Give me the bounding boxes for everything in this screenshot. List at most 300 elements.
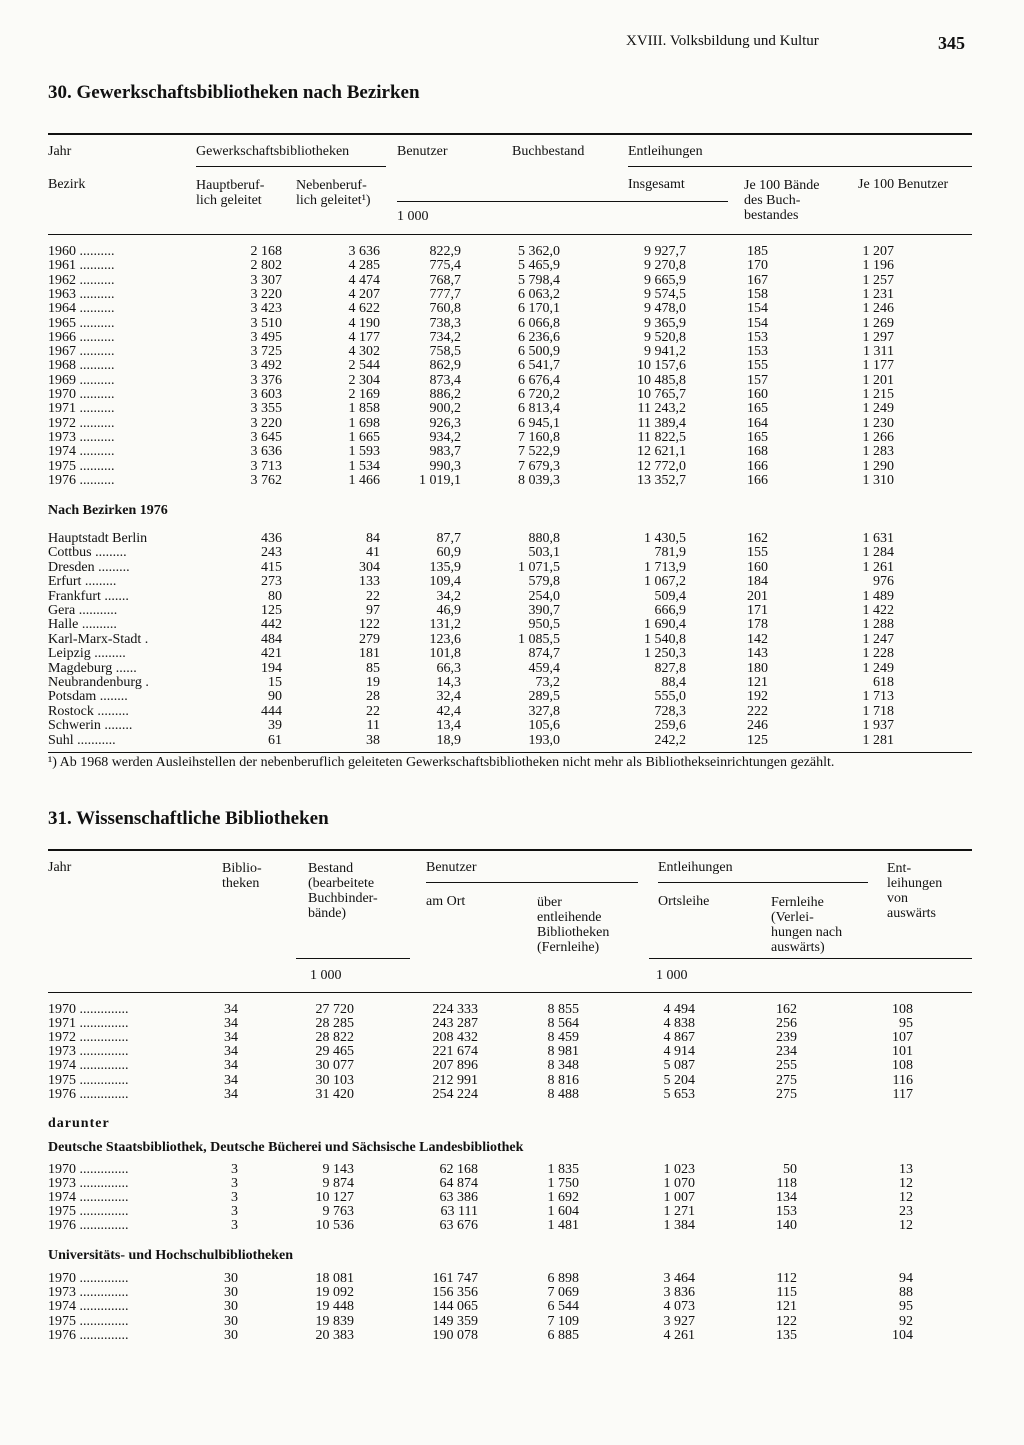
t31-main-cell-fernleihe-benutzer: 8 564 [547,1016,579,1032]
t31-group2-cell-ortsleihe: 3 927 [663,1313,695,1329]
t31-group1-cell-fernleihe-verleihungen: 118 [776,1176,797,1191]
t30-year-cell-benutzer: 738,3 [429,315,461,331]
t30-year-cell-buchbestand: 7 160,8 [518,429,560,445]
t30-year-cell-je100baende: 154 [747,301,768,317]
t31-group2-row [0,1271,1024,1286]
t31-main-cell-ortsleihe: 5 087 [663,1058,695,1074]
t30-district-cell-benutzer: 18,9 [436,732,461,748]
t31-group1-row-label: 1974 .............. [48,1190,129,1205]
t30-year-cell-nebenberuflich: 4 190 [348,315,380,331]
t31-group2-row [0,1314,1024,1329]
t30-year-cell-je100baende: 170 [747,258,768,274]
t31-main-row-label: 1972 .............. [48,1030,129,1046]
t31-head-entleihungen: Entleihungen [658,860,733,875]
t30-year-cell-je100benutzer: 1 290 [862,458,894,474]
t31-main-cell-entl-auswaerts: 95 [899,1016,913,1032]
t31-main-cell-ortsleihe: 5 653 [663,1086,695,1102]
t31-group1-row [0,1176,1024,1191]
t31-group1-cell-fernleihe-verleihungen: 134 [776,1190,797,1205]
t31-group1-heading: Deutsche Staatsbibliothek, Deutsche Bücherei und Sächsische Landesbibliothek [48,1140,524,1155]
t31-group2-cell-fernleihe-verleihungen: 135 [776,1327,797,1343]
t31-main-cell-entl-auswaerts: 108 [892,1058,913,1074]
t30-district-cell-nebenberuflich: 22 [366,588,380,604]
t30-year-row-label: 1962 .......... [48,272,115,288]
t30-year-cell-nebenberuflich: 4 474 [348,272,380,288]
t30-district-cell-je100benutzer: 1 247 [862,631,894,647]
t30-district-row-label: Suhl ........... [48,732,116,748]
page-number: 345 [938,33,965,53]
t30-district-cell-je100benutzer: 1 489 [862,588,894,604]
t30-year-cell-nebenberuflich: 1 466 [348,472,380,488]
t30-year-cell-insgesamt: 9 365,9 [644,315,686,331]
t31-main-cell-am-ort: 224 333 [432,1002,478,1017]
t31-main-row [0,1087,1024,1102]
t30-district-cell-insgesamt: 555,0 [654,689,686,705]
t31-head-entl-auswaerts: Ent- leihungen von auswärts [887,861,943,921]
t31-group1-cell-ortsleihe: 1 384 [663,1218,695,1233]
t30-district-cell-benutzer: 66,3 [436,660,461,676]
t30-district-cell-insgesamt: 242,2 [654,732,686,748]
t30-district-cell-benutzer: 60,9 [436,545,461,561]
t30-district-cell-je100benutzer: 1 631 [862,531,894,546]
t30-district-cell-je100benutzer: 618 [873,675,894,690]
t30-year-row [0,387,1024,402]
t30-district-cell-je100baende: 201 [747,588,768,604]
t30-district-row [0,589,1024,604]
t30-district-cell-insgesamt: 509,4 [654,588,686,604]
t30-year-cell-insgesamt: 10 765,7 [637,387,686,402]
t30-district-cell-benutzer: 13,4 [436,718,461,734]
t31-main-cell-am-ort: 212 991 [432,1072,478,1088]
t30-year-row [0,273,1024,288]
t31-main-row [0,1030,1024,1045]
t31-group1-cell-bestand: 9 143 [322,1162,354,1177]
t30-district-cell-je100benutzer: 1 713 [862,689,894,705]
t31-main-cell-ortsleihe: 4 914 [663,1044,695,1060]
t31-head-ortsleihe: Ortsleihe [658,894,710,909]
t30-district-cell-nebenberuflich: 22 [366,703,380,719]
t31-group2-cell-bestand: 19 448 [315,1299,354,1315]
t30-year-cell-nebenberuflich: 2 169 [348,387,380,402]
t30-year-row [0,330,1024,345]
t31-group2-cell-fernleihe-benutzer: 6 544 [547,1299,579,1315]
t30-year-cell-insgesamt: 9 520,8 [644,329,686,345]
t30-year-cell-benutzer: 758,5 [429,344,461,360]
t30-district-cell-je100benutzer: 1 288 [862,617,894,633]
t30-year-cell-je100benutzer: 1 297 [862,329,894,345]
t31-main-cell-bibliotheken: 34 [224,1044,238,1060]
t31-group2-cell-bestand: 19 839 [315,1313,354,1329]
t30-year-cell-nebenberuflich: 4 622 [348,301,380,317]
t30-year-cell-insgesamt: 11 389,4 [637,415,686,431]
t31-main-cell-bibliotheken: 34 [224,1072,238,1088]
t31-group2-cell-am-ort: 190 078 [432,1327,478,1343]
t31-group1-cell-fernleihe-benutzer: 1 750 [547,1176,579,1191]
t31-group2-cell-fernleihe-benutzer: 6 898 [547,1271,579,1286]
t30-year-row [0,444,1024,459]
t30-district-row-label: Karl-Marx-Stadt . [48,631,149,647]
t31-main-row [0,1058,1024,1073]
t30-year-cell-je100baende: 165 [747,429,768,445]
t30-district-cell-je100baende: 162 [747,531,768,546]
t30-year-row-label: 1968 .......... [48,358,115,374]
t30-head-bezirk: Bezirk [48,177,86,192]
t30-district-cell-je100benutzer: 976 [873,574,894,590]
t31-main-row-label: 1976 .............. [48,1086,129,1102]
t30-district-cell-benutzer: 131,2 [429,617,461,633]
t30-year-cell-hauptberuflich: 3 713 [250,458,282,474]
t30-district-cell-nebenberuflich: 41 [366,545,380,561]
t30-year-cell-buchbestand: 7 522,9 [518,444,560,460]
t31-head-unit1: 1 000 [310,968,342,983]
t31-rule-unit1 [296,958,410,959]
t31-main-row-label: 1975 .............. [48,1072,129,1088]
t30-year-cell-buchbestand: 6 236,6 [518,329,560,345]
t30-year-cell-buchbestand: 6 720,2 [518,387,560,402]
t30-year-cell-buchbestand: 5 465,9 [518,258,560,274]
t30-head-entleihungen: Entleihungen [628,144,703,159]
t31-main-row [0,1073,1024,1088]
t31-group2-cell-fernleihe-verleihungen: 115 [776,1285,797,1301]
t30-year-cell-je100baende: 153 [747,329,768,345]
t30-year-cell-benutzer: 822,9 [429,244,461,259]
t31-group2-cell-bibliotheken: 30 [224,1327,238,1343]
t30-district-cell-insgesamt: 1 690,4 [644,617,686,633]
t30-year-row-label: 1960 .......... [48,244,115,259]
running-header: XVIII. Volksbildung und Kultur [626,33,819,49]
t31-main-cell-entl-auswaerts: 117 [892,1086,913,1102]
t31-main-cell-bibliotheken: 34 [224,1016,238,1032]
t31-main-cell-fernleihe-verleihungen: 275 [776,1086,797,1102]
t31-group1-row-label: 1975 .............. [48,1204,129,1219]
t31-group2-cell-entl-auswaerts: 95 [899,1299,913,1315]
t31-group2-cell-bibliotheken: 30 [224,1313,238,1329]
t31-group1-row [0,1218,1024,1233]
t31-main-cell-bestand: 30 103 [315,1072,354,1088]
t31-group1-cell-bibliotheken: 3 [231,1162,238,1177]
t30-district-cell-insgesamt: 1 713,9 [644,559,686,575]
t31-rule-unit2 [649,958,972,959]
t30-district-row [0,531,1024,546]
t30-district-cell-buchbestand: 1 071,5 [518,559,560,575]
t30-year-cell-buchbestand: 6 500,9 [518,344,560,360]
t30-year-cell-benutzer: 862,9 [429,358,461,374]
t31-group1-cell-entl-auswaerts: 23 [899,1204,913,1219]
t30-district-cell-je100baende: 246 [747,718,768,734]
t30-year-cell-je100baende: 167 [747,272,768,288]
t31-main-cell-entl-auswaerts: 107 [892,1030,913,1046]
t31-main-cell-bestand: 31 420 [315,1086,354,1102]
t30-year-cell-insgesamt: 10 157,6 [637,358,686,374]
t30-district-cell-benutzer: 32,4 [436,689,461,705]
t30-district-row [0,733,1024,748]
t31-group2-cell-entl-auswaerts: 104 [892,1327,913,1343]
t30-year-cell-nebenberuflich: 3 636 [348,244,380,259]
t31-group2-row-label: 1974 .............. [48,1299,129,1315]
t31-main-cell-fernleihe-benutzer: 8 855 [547,1002,579,1017]
t31-main-cell-ortsleihe: 4 867 [663,1030,695,1046]
t31-main-cell-ortsleihe: 5 204 [663,1072,695,1088]
t31-group2-cell-ortsleihe: 4 073 [663,1299,695,1315]
t31-main-cell-bibliotheken: 34 [224,1030,238,1046]
t30-head-nebenberuflich: Nebenberuf- lich geleitet¹) [296,178,371,208]
t31-main-cell-bestand: 29 465 [315,1044,354,1060]
t31-group2-cell-fernleihe-benutzer: 6 885 [547,1327,579,1343]
t30-year-cell-je100benutzer: 1 230 [862,415,894,431]
t30-year-cell-hauptberuflich: 3 510 [250,315,282,331]
t31-group2-cell-am-ort: 161 747 [432,1271,478,1286]
t31-main-cell-ortsleihe: 4 494 [663,1002,695,1017]
t30-year-cell-insgesamt: 9 574,5 [644,286,686,302]
t30-district-row [0,661,1024,676]
t30-district-cell-buchbestand: 193,0 [528,732,560,748]
t30-year-cell-hauptberuflich: 3 376 [250,372,282,388]
t31-group1-cell-ortsleihe: 1 271 [663,1204,695,1219]
t31-main-cell-fernleihe-verleihungen: 255 [776,1058,797,1074]
t30-district-cell-buchbestand: 579,8 [528,574,560,590]
t30-year-row [0,344,1024,359]
t30-district-cell-buchbestand: 73,2 [535,675,560,690]
t30-district-cell-benutzer: 109,4 [429,574,461,590]
t30-year-cell-je100benutzer: 1 249 [862,401,894,417]
t30-year-row-label: 1976 .......... [48,472,115,488]
t30-district-cell-benutzer: 101,8 [429,646,461,662]
t31-group1-cell-ortsleihe: 1 023 [663,1162,695,1177]
t30-district-row-label: Schwerin ........ [48,718,133,734]
t30-year-cell-nebenberuflich: 1 698 [348,415,380,431]
t30-year-cell-je100benutzer: 1 269 [862,315,894,331]
t30-year-cell-buchbestand: 5 362,0 [518,244,560,259]
t31-group2-cell-am-ort: 156 356 [432,1285,478,1301]
t30-year-row [0,473,1024,488]
t31-rule-benutzer [426,882,638,883]
t31-group2-cell-bibliotheken: 30 [224,1299,238,1315]
t31-main-row [0,1002,1024,1017]
t30-year-cell-buchbestand: 6 063,2 [518,286,560,302]
t31-group1-cell-am-ort: 63 386 [439,1190,478,1205]
t30-district-cell-hauptberuflich: 442 [261,617,282,633]
t30-district-cell-nebenberuflich: 304 [359,559,380,575]
t30-head-insgesamt: Insgesamt [628,177,685,192]
t30-district-cell-insgesamt: 1 067,2 [644,574,686,590]
t31-head-bottom-rule [48,992,972,993]
t30-district-cell-nebenberuflich: 28 [366,689,380,705]
t30-head-je100baende: Je 100 Bände des Buch- bestandes [744,178,820,223]
t31-group2-cell-am-ort: 149 359 [432,1313,478,1329]
t30-year-cell-hauptberuflich: 3 636 [250,444,282,460]
t30-year-cell-insgesamt: 9 478,0 [644,301,686,317]
t30-year-cell-hauptberuflich: 3 762 [250,472,282,488]
t30-footnote: ¹) Ab 1968 werden Ausleihstellen der nebenberuflich geleiteten Gewerkschaftsbibliotheken nicht mehr als Bibliothekseinrichtungen gezählt. [48,755,835,770]
t30-year-cell-insgesamt: 9 927,7 [644,244,686,259]
t30-district-cell-je100baende: 125 [747,732,768,748]
t30-district-cell-nebenberuflich: 181 [359,646,380,662]
t30-district-cell-nebenberuflich: 122 [359,617,380,633]
t31-group1-cell-ortsleihe: 1 070 [663,1176,695,1191]
t30-year-cell-je100baende: 153 [747,344,768,360]
t31-main-cell-fernleihe-verleihungen: 256 [776,1016,797,1032]
t30-year-row [0,244,1024,259]
t30-district-cell-je100benutzer: 1 422 [862,603,894,618]
t30-year-row-label: 1966 .......... [48,329,115,345]
t30-district-cell-hauptberuflich: 15 [268,675,282,690]
t30-district-cell-benutzer: 123,6 [429,631,461,647]
t30-year-row-label: 1964 .......... [48,301,115,317]
t30-year-row [0,459,1024,474]
t31-group1-row [0,1204,1024,1219]
t31-head-bibliotheken: Biblio- theken [222,861,262,891]
t30-district-cell-je100baende: 178 [747,617,768,633]
t30-district-row [0,617,1024,632]
t30-district-cell-buchbestand: 880,8 [528,531,560,546]
t31-main-cell-am-ort: 207 896 [432,1058,478,1074]
t31-main-row-label: 1971 .............. [48,1016,129,1032]
t30-year-cell-nebenberuflich: 2 544 [348,358,380,374]
t30-district-cell-hauptberuflich: 444 [261,703,282,719]
t30-year-cell-benutzer: 768,7 [429,272,461,288]
t31-group2-cell-bibliotheken: 30 [224,1285,238,1301]
t30-district-cell-nebenberuflich: 84 [366,531,380,546]
t31-group2-cell-bestand: 19 092 [315,1285,354,1301]
t30-year-cell-buchbestand: 6 945,1 [518,415,560,431]
t31-group1-cell-fernleihe-benutzer: 1 604 [547,1204,579,1219]
t30-year-cell-nebenberuflich: 4 302 [348,344,380,360]
t30-year-cell-je100baende: 157 [747,372,768,388]
t30-year-cell-je100baende: 158 [747,286,768,302]
t31-group1-cell-fernleihe-benutzer: 1 692 [547,1190,579,1205]
t30-rule-gewerk [196,166,386,167]
t30-district-row [0,718,1024,733]
t30-head-je100benutzer: Je 100 Benutzer [858,177,949,192]
t30-year-cell-je100benutzer: 1 283 [862,444,894,460]
t31-main-cell-fernleihe-verleihungen: 239 [776,1030,797,1046]
t30-year-cell-je100baende: 166 [747,458,768,474]
t31-head-ueber: über entleihende Bibliotheken (Fernleihe) [537,895,610,955]
t31-main-cell-fernleihe-benutzer: 8 981 [547,1044,579,1060]
t31-group2-cell-bibliotheken: 30 [224,1271,238,1286]
t31-main-cell-am-ort: 208 432 [432,1030,478,1046]
t31-group2-cell-entl-auswaerts: 94 [899,1271,913,1286]
t30-district-row [0,704,1024,719]
t30-district-cell-nebenberuflich: 133 [359,574,380,590]
t30-year-cell-nebenberuflich: 1 665 [348,429,380,445]
t30-year-cell-hauptberuflich: 3 725 [250,344,282,360]
t31-group2-cell-fernleihe-verleihungen: 122 [776,1313,797,1329]
t30-district-cell-benutzer: 46,9 [436,603,461,618]
t31-main-cell-am-ort: 254 224 [432,1086,478,1102]
t30-district-cell-buchbestand: 1 085,5 [518,631,560,647]
t31-main-cell-bestand: 27 720 [315,1002,354,1017]
t30-year-cell-je100baende: 185 [747,244,768,259]
t30-district-row-label: Potsdam ........ [48,689,128,705]
t31-head-unit2: 1 000 [656,968,688,983]
t30-district-cell-benutzer: 14,3 [436,675,461,690]
t30-year-row-label: 1973 .......... [48,429,115,445]
t31-group1-cell-fernleihe-verleihungen: 50 [783,1162,797,1177]
t31-group1-cell-fernleihe-verleihungen: 153 [776,1204,797,1219]
t31-darunter: darunter [48,1116,110,1131]
t30-district-cell-insgesamt: 827,8 [654,660,686,676]
t30-district-row-label: Hauptstadt Berlin [48,531,148,546]
t31-group2-cell-ortsleihe: 4 261 [663,1327,695,1343]
t30-year-cell-je100benutzer: 1 215 [862,387,894,402]
t30-year-cell-benutzer: 1 019,1 [419,472,461,488]
t30-district-cell-nebenberuflich: 11 [366,718,380,734]
t30-district-row-label: Gera ........... [48,603,118,618]
t31-head-am-ort: am Ort [426,894,466,909]
t30-district-cell-je100baende: 171 [747,603,768,618]
t30-district-cell-benutzer: 42,4 [436,703,461,719]
t31-main-row [0,1044,1024,1059]
t30-year-cell-hauptberuflich: 3 492 [250,358,282,374]
t30-year-cell-nebenberuflich: 4 177 [348,329,380,345]
t30-district-cell-nebenberuflich: 38 [366,732,380,748]
t30-year-row-label: 1961 .......... [48,258,115,274]
t30-district-cell-je100benutzer: 1 249 [862,660,894,676]
t30-year-cell-benutzer: 760,8 [429,301,461,317]
t30-year-row-label: 1965 .......... [48,315,115,331]
t30-year-cell-benutzer: 873,4 [429,372,461,388]
t31-group1-row-label: 1976 .............. [48,1218,129,1233]
t31-main-cell-fernleihe-benutzer: 8 816 [547,1072,579,1088]
t30-district-row-label: Neubrandenburg . [48,675,149,690]
t31-group1-cell-entl-auswaerts: 12 [899,1218,913,1233]
t31-group1-cell-entl-auswaerts: 13 [899,1162,913,1177]
t30-year-cell-benutzer: 934,2 [429,429,461,445]
t31-main-cell-entl-auswaerts: 116 [892,1072,913,1088]
t30-district-row-label: Cottbus ......... [48,545,127,561]
t30-year-row-label: 1963 .......... [48,286,115,302]
t30-year-cell-insgesamt: 12 621,1 [637,444,686,460]
t30-year-cell-je100baende: 166 [747,472,768,488]
t30-district-cell-hauptberuflich: 436 [261,531,282,546]
t30-district-row-label: Erfurt ......... [48,574,117,590]
t30-year-cell-hauptberuflich: 3 220 [250,415,282,431]
t31-group2-row [0,1328,1024,1343]
t30-district-cell-insgesamt: 1 540,8 [644,631,686,647]
t30-year-cell-benutzer: 775,4 [429,258,461,274]
t31-group2-cell-ortsleihe: 3 464 [663,1271,695,1286]
t31-main-row-label: 1974 .............. [48,1058,129,1074]
t31-main-cell-fernleihe-verleihungen: 275 [776,1072,797,1088]
t31-main-cell-bestand: 30 077 [315,1058,354,1074]
t30-district-cell-hauptberuflich: 243 [261,545,282,561]
t30-year-row [0,287,1024,302]
t30-year-row-label: 1969 .......... [48,372,115,388]
t30-rule-unit [397,201,728,202]
t30-year-row-label: 1972 .......... [48,415,115,431]
table30-title: 30. Gewerkschaftsbibliotheken nach Bezirken [48,82,420,103]
t31-main-cell-bestand: 28 285 [315,1016,354,1032]
t31-main-cell-entl-auswaerts: 101 [892,1044,913,1060]
t30-year-cell-nebenberuflich: 2 304 [348,372,380,388]
t31-group2-row [0,1285,1024,1300]
t30-year-cell-insgesamt: 9 270,8 [644,258,686,274]
t30-year-cell-je100baende: 160 [747,387,768,402]
t31-main-cell-entl-auswaerts: 108 [892,1002,913,1017]
t31-group1-cell-ortsleihe: 1 007 [663,1190,695,1205]
t31-group2-cell-bestand: 20 383 [315,1327,354,1343]
t30-district-cell-je100baende: 143 [747,646,768,662]
t30-rule-entl [628,166,972,167]
t30-district-cell-buchbestand: 289,5 [528,689,560,705]
t31-group1-cell-bestand: 10 127 [315,1190,354,1205]
t30-district-row-label: Halle .......... [48,617,117,633]
t30-district-cell-buchbestand: 390,7 [528,603,560,618]
t31-group1-cell-bibliotheken: 3 [231,1204,238,1219]
t30-district-cell-hauptberuflich: 194 [261,660,282,676]
t30-districts-heading: Nach Bezirken 1976 [48,503,168,518]
